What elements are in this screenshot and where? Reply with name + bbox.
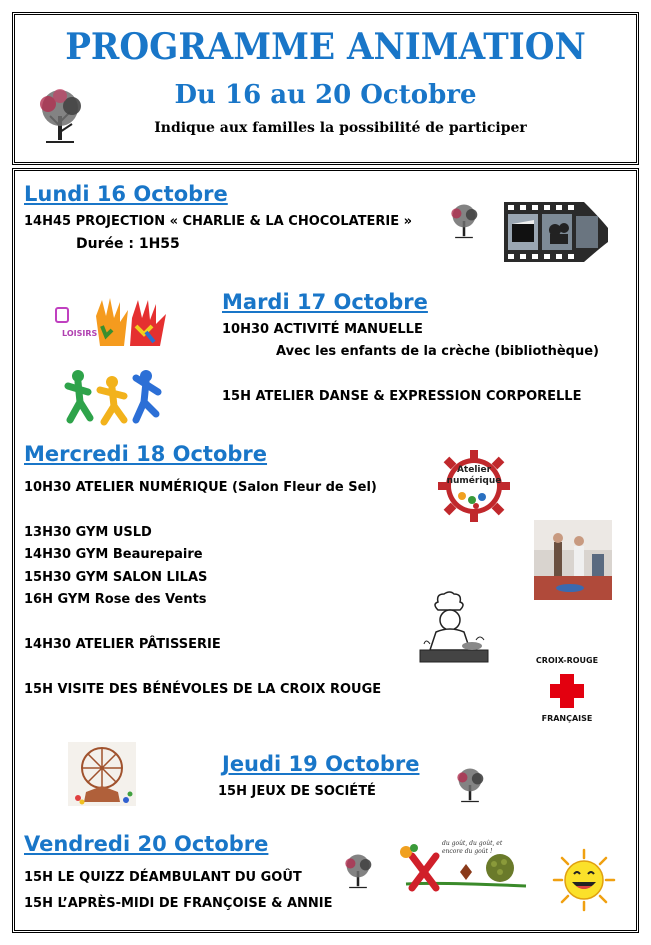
tree-logo-icon (452, 766, 488, 804)
event-wednesday-7: 15H VISITE DES BÉNÉVOLES DE LA CROIX ROUGE (24, 682, 382, 697)
loisirs-image (50, 296, 178, 350)
film-strip-icon (500, 198, 612, 266)
event-tuesday-2: Avec les enfants de la crèche (bibliothèque) (276, 344, 599, 359)
event-wednesday-1: 10H30 ATELIER NUMÉRIQUE (Salon Fleur de Sel) (24, 480, 377, 495)
bingo-cage-icon (68, 742, 136, 806)
event-tuesday-3: 15H ATELIER DANSE & EXPRESSION CORPORELLE (222, 389, 582, 404)
dancing-figures-icon (62, 368, 166, 426)
event-monday-2: Durée : 1H55 (76, 236, 180, 252)
gout-label: du goût, du goût, et encore du goût ! (442, 840, 503, 855)
date-range: Du 16 au 20 Octobre (174, 80, 477, 110)
event-wednesday-5: 16H GYM Rose des Vents (24, 592, 207, 607)
atelier-label-2: numérique (446, 476, 502, 486)
gym-photo (534, 520, 612, 600)
event-tuesday-1: 10H30 ACTIVITÉ MANUELLE (222, 322, 423, 337)
event-wednesday-3: 14H30 GYM Beaurepaire (24, 547, 203, 562)
subtitle: Indique aux familles la possibilité de participer (154, 120, 527, 136)
day-heading-wednesday: Mercredi 18 Octobre (24, 442, 268, 466)
gout-banner (396, 838, 536, 898)
day-heading-monday: Lundi 16 Octobre (24, 182, 228, 206)
tree-logo-icon (340, 852, 376, 890)
page-title: PROGRAMME ANIMATION (65, 26, 586, 68)
croix-rouge-top-label: CROIX-ROUGE (535, 656, 599, 665)
atelier-numerique-badge (438, 450, 510, 522)
event-wednesday-6: 14H30 ATELIER PÂTISSERIE (24, 637, 221, 652)
event-monday-1: 14H45 PROJECTION « CHARLIE & LA CHOCOLATERIE » (24, 214, 413, 229)
day-heading-friday: Vendredi 20 Octobre (24, 832, 269, 856)
atelier-label-1: Atelier (456, 465, 492, 475)
painted-hands-icon (50, 296, 178, 350)
pastry-chef-icon (416, 590, 492, 666)
tree-logo-icon (32, 86, 88, 146)
loisirs-label: LOISIRS (62, 329, 98, 338)
event-thursday-1: 15H JEUX DE SOCIÉTÉ (218, 784, 376, 799)
event-friday-2: 15H L’APRÈS-MIDI DE FRANÇOISE & ANNIE (24, 896, 333, 911)
tree-logo-icon (446, 202, 482, 240)
sun-smiley-icon (552, 848, 616, 912)
day-heading-thursday: Jeudi 19 Octobre (222, 752, 420, 776)
croix-rouge-bottom-label: FRANÇAISE (541, 714, 593, 723)
croix-rouge-logo (528, 652, 606, 730)
event-friday-1: 15H LE QUIZZ DÉAMBULANT DU GOÛT (24, 870, 302, 885)
event-wednesday-2: 13H30 GYM USLD (24, 525, 152, 540)
event-wednesday-4: 15H30 GYM SALON LILAS (24, 570, 208, 585)
gear-icon (438, 450, 510, 522)
day-heading-tuesday: Mardi 17 Octobre (222, 290, 428, 314)
